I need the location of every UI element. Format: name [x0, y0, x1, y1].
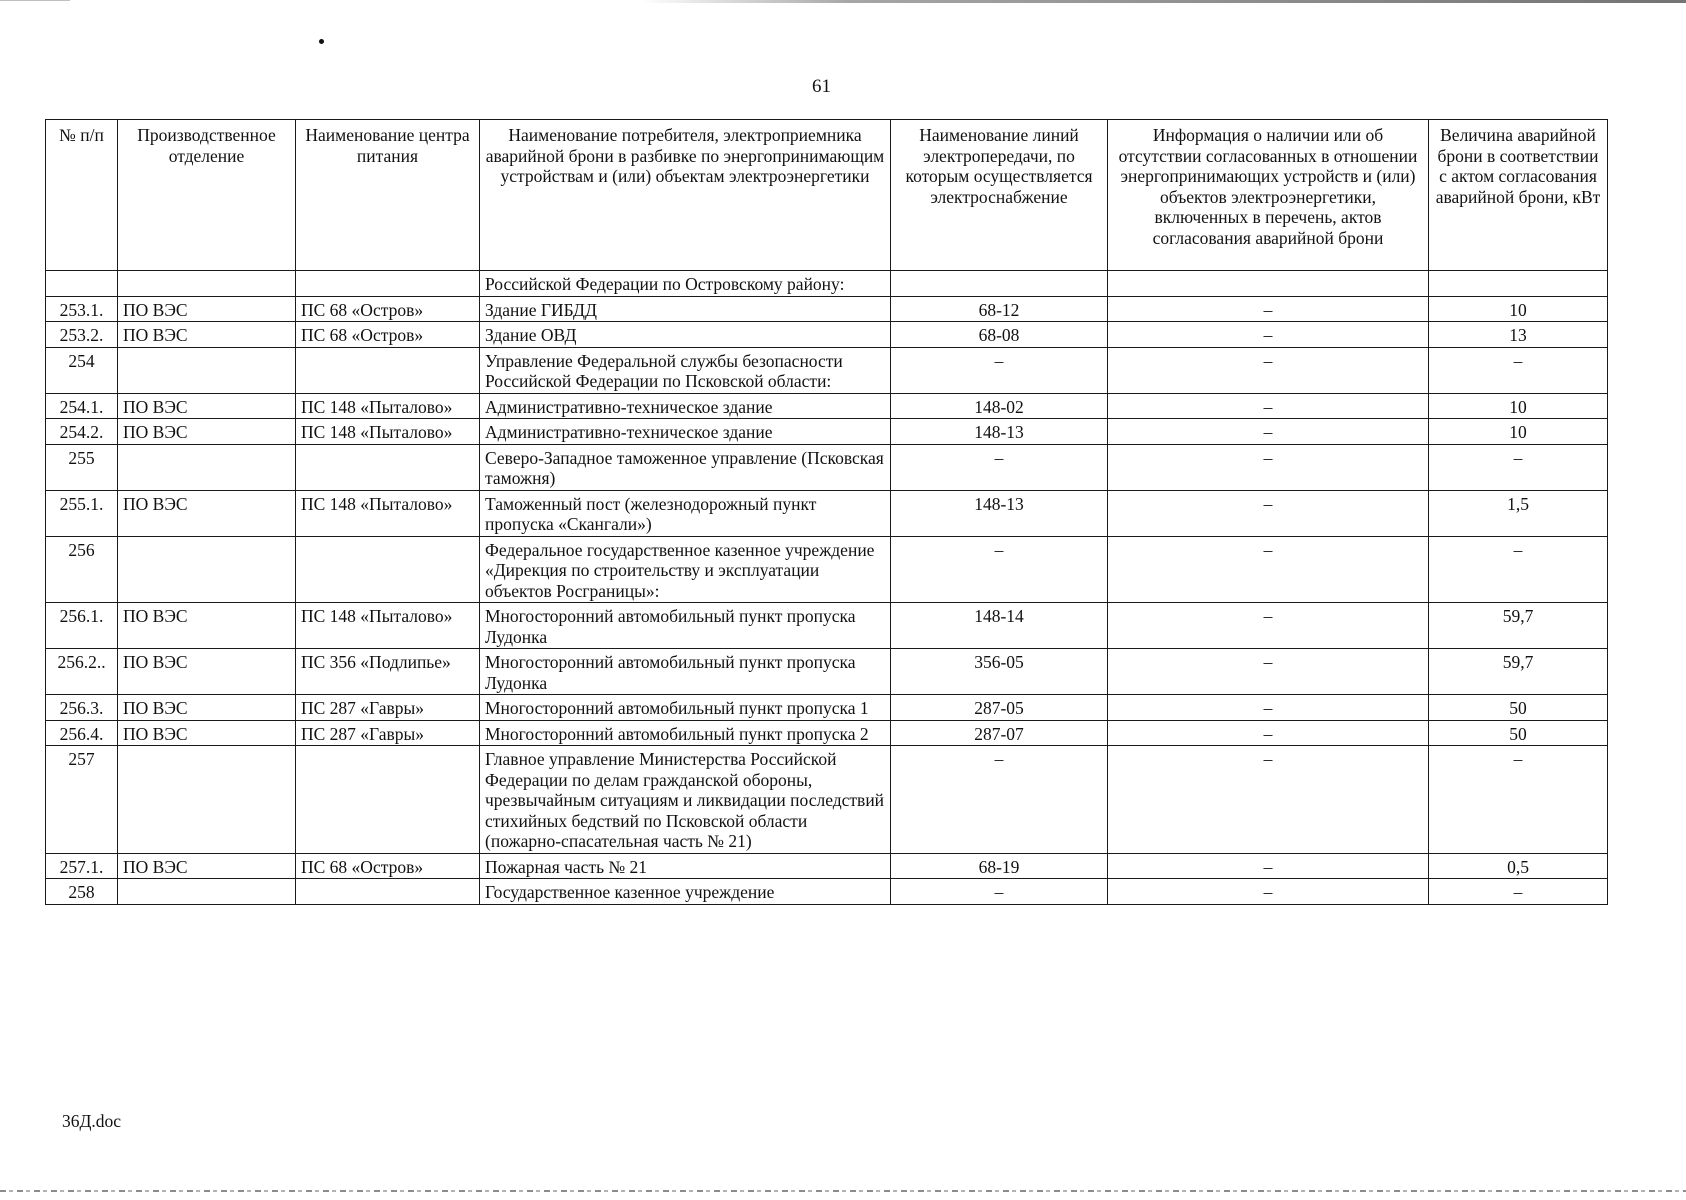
cell-dept [118, 879, 296, 905]
cell-consumer: Главное управление Министерства Российской Федерации по делам гражданской обороны, чрезвычайным ситуациям и ликвидации последствий стихийных бедствий по Псковской области (пожарно-спасательная часть № 21) [480, 746, 891, 854]
header-cell-line: Наименование линий электропередачи, по которым осуществляется электроснабжение [891, 120, 1108, 271]
cell-center: ПС 148 «Пыталово» [296, 490, 480, 536]
cell-dept: ПО ВЭС [118, 649, 296, 695]
table-row [46, 296, 1608, 322]
cell-value: 59,7 [1429, 649, 1608, 695]
cell-consumer: Управление Федеральной службы безопасности Российской Федерации по Псковской области: [480, 347, 891, 393]
cell-dept: ПО ВЭС [118, 393, 296, 419]
cell-consumer: Российской Федерации по Островскому району: [480, 271, 891, 297]
header-cell-consumer: Наименование потребителя, электроприемника аварийной брони в разбивке по энергопринимающим устройствам и (или) объектам электроэнергетики [480, 120, 891, 271]
cell-value: 10 [1429, 419, 1608, 445]
cell-info: – [1108, 444, 1429, 490]
cell-line: 356-05 [891, 649, 1108, 695]
cell-num: 254.1. [46, 393, 118, 419]
bullet-mark [319, 39, 324, 44]
cell-info: – [1108, 720, 1429, 746]
cell-dept: ПО ВЭС [118, 853, 296, 879]
cell-line: 68-12 [891, 296, 1108, 322]
cell-num: 253.2. [46, 322, 118, 348]
cell-line: 148-02 [891, 393, 1108, 419]
cell-consumer: Пожарная часть № 21 [480, 853, 891, 879]
header-cell-center: Наименование центра питания [296, 120, 480, 271]
cell-consumer: Здание ГИБДД [480, 296, 891, 322]
cell-line [891, 271, 1108, 297]
cell-num: 256.2.. [46, 649, 118, 695]
cell-num [46, 271, 118, 297]
cell-consumer: Федеральное государственное казенное учреждение «Дирекция по строительству и эксплуатации объектов Росграницы»: [480, 536, 891, 603]
cell-center: ПС 68 «Остров» [296, 853, 480, 879]
cell-info [1108, 271, 1429, 297]
cell-consumer: Здание ОВД [480, 322, 891, 348]
scan-edge-top [640, 0, 1686, 3]
cell-center: ПС 287 «Гавры» [296, 695, 480, 721]
footer-filename: 36Д.doc [62, 1111, 122, 1131]
cell-consumer: Административно-техническое здание [480, 419, 891, 445]
cell-consumer: Многосторонний автомобильный пункт пропуска 2 [480, 720, 891, 746]
cell-num: 253.1. [46, 296, 118, 322]
cell-line: 287-07 [891, 720, 1108, 746]
cell-info: – [1108, 536, 1429, 603]
table-row [46, 393, 1608, 419]
cell-value: – [1429, 879, 1608, 905]
table-row [46, 695, 1608, 721]
cell-value: 0,5 [1429, 853, 1608, 879]
cell-center: ПС 148 «Пыталово» [296, 393, 480, 419]
page-number: 61 [812, 76, 831, 97]
header-cell-value: Величина аварийной брони в соответствии с актом согласования аварийной брони, кВт [1429, 120, 1608, 271]
cell-line: – [891, 879, 1108, 905]
cell-dept: ПО ВЭС [118, 296, 296, 322]
cell-line: – [891, 746, 1108, 854]
cell-info: – [1108, 746, 1429, 854]
cell-value: – [1429, 746, 1608, 854]
cell-info: – [1108, 347, 1429, 393]
cell-value: 10 [1429, 393, 1608, 419]
cell-dept [118, 271, 296, 297]
table-row [46, 746, 1608, 854]
cell-center: ПС 356 «Подлипье» [296, 649, 480, 695]
cell-dept [118, 746, 296, 854]
cell-dept: ПО ВЭС [118, 720, 296, 746]
cell-num: 255.1. [46, 490, 118, 536]
cell-center: ПС 148 «Пыталово» [296, 419, 480, 445]
cell-line: 287-05 [891, 695, 1108, 721]
cell-value: 59,7 [1429, 603, 1608, 649]
cell-center: ПС 68 «Остров» [296, 296, 480, 322]
cell-line: 148-13 [891, 490, 1108, 536]
cell-center [296, 879, 480, 905]
cell-dept: ПО ВЭС [118, 695, 296, 721]
cell-num: 256 [46, 536, 118, 603]
cell-consumer: Многосторонний автомобильный пункт пропуска Лудонка [480, 649, 891, 695]
table-row [46, 347, 1608, 393]
table-row [46, 536, 1608, 603]
cell-value: 13 [1429, 322, 1608, 348]
cell-info: – [1108, 419, 1429, 445]
cell-value [1429, 271, 1608, 297]
cell-dept: ПО ВЭС [118, 490, 296, 536]
table-row [46, 720, 1608, 746]
cell-dept [118, 444, 296, 490]
table-row [46, 322, 1608, 348]
table-row [46, 649, 1608, 695]
emergency-reserve-table [45, 119, 1608, 905]
cell-value: 50 [1429, 720, 1608, 746]
header-cell-num: № п/п [46, 120, 118, 271]
cell-line: 148-14 [891, 603, 1108, 649]
table-header [46, 120, 1608, 271]
cell-consumer: Многосторонний автомобильный пункт пропуска 1 [480, 695, 891, 721]
cell-line: 68-08 [891, 322, 1108, 348]
table-row [46, 879, 1608, 905]
table-row [46, 444, 1608, 490]
cell-value: 10 [1429, 296, 1608, 322]
cell-value: 50 [1429, 695, 1608, 721]
cell-consumer: Таможенный пост (железнодорожный пункт пропуска «Скангали») [480, 490, 891, 536]
table-row [46, 271, 1608, 297]
cell-dept: ПО ВЭС [118, 322, 296, 348]
cell-line: 68-19 [891, 853, 1108, 879]
cell-num: 258 [46, 879, 118, 905]
header-cell-dept: Производственное отделение [118, 120, 296, 271]
scan-edge-top-left [0, 0, 70, 1]
cell-center [296, 444, 480, 490]
cell-line: 148-13 [891, 419, 1108, 445]
cell-center [296, 536, 480, 603]
cell-info: – [1108, 296, 1429, 322]
cell-info: – [1108, 879, 1429, 905]
cell-info: – [1108, 853, 1429, 879]
table-row [46, 603, 1608, 649]
cell-consumer: Государственное казенное учреждение [480, 879, 891, 905]
cell-num: 255 [46, 444, 118, 490]
cell-center [296, 347, 480, 393]
cell-info: – [1108, 649, 1429, 695]
cell-dept [118, 347, 296, 393]
cell-center: ПС 148 «Пыталово» [296, 603, 480, 649]
cell-value: – [1429, 536, 1608, 603]
cell-value: – [1429, 347, 1608, 393]
cell-info: – [1108, 695, 1429, 721]
cell-num: 254 [46, 347, 118, 393]
cell-dept: ПО ВЭС [118, 419, 296, 445]
table-row [46, 419, 1608, 445]
cell-value: 1,5 [1429, 490, 1608, 536]
cell-center [296, 271, 480, 297]
cell-value: – [1429, 444, 1608, 490]
cell-center [296, 746, 480, 854]
cell-consumer: Административно-техническое здание [480, 393, 891, 419]
cell-info: – [1108, 490, 1429, 536]
cell-info: – [1108, 603, 1429, 649]
cell-line: – [891, 444, 1108, 490]
header-row [46, 120, 1608, 271]
cell-dept: ПО ВЭС [118, 603, 296, 649]
table-row [46, 490, 1608, 536]
cell-line: – [891, 347, 1108, 393]
cell-consumer: Северо-Западное таможенное управление (Псковская таможня) [480, 444, 891, 490]
cell-dept [118, 536, 296, 603]
cell-num: 257 [46, 746, 118, 854]
header-cell-info: Информация о наличии или об отсутствии согласованных в отношении энергопринимающих устройств и (или) объектов электроэнергетики, включенных в перечень, актов согласования аварийной брони [1108, 120, 1429, 271]
table-body [46, 271, 1608, 905]
cell-num: 257.1. [46, 853, 118, 879]
table-row [46, 853, 1608, 879]
cell-num: 256.1. [46, 603, 118, 649]
cell-line: – [891, 536, 1108, 603]
scan-edge-bottom [0, 1190, 1686, 1192]
cell-consumer: Многосторонний автомобильный пункт пропуска Лудонка [480, 603, 891, 649]
cell-num: 256.4. [46, 720, 118, 746]
cell-num: 254.2. [46, 419, 118, 445]
cell-info: – [1108, 393, 1429, 419]
cell-center: ПС 287 «Гавры» [296, 720, 480, 746]
cell-center: ПС 68 «Остров» [296, 322, 480, 348]
cell-info: – [1108, 322, 1429, 348]
cell-num: 256.3. [46, 695, 118, 721]
